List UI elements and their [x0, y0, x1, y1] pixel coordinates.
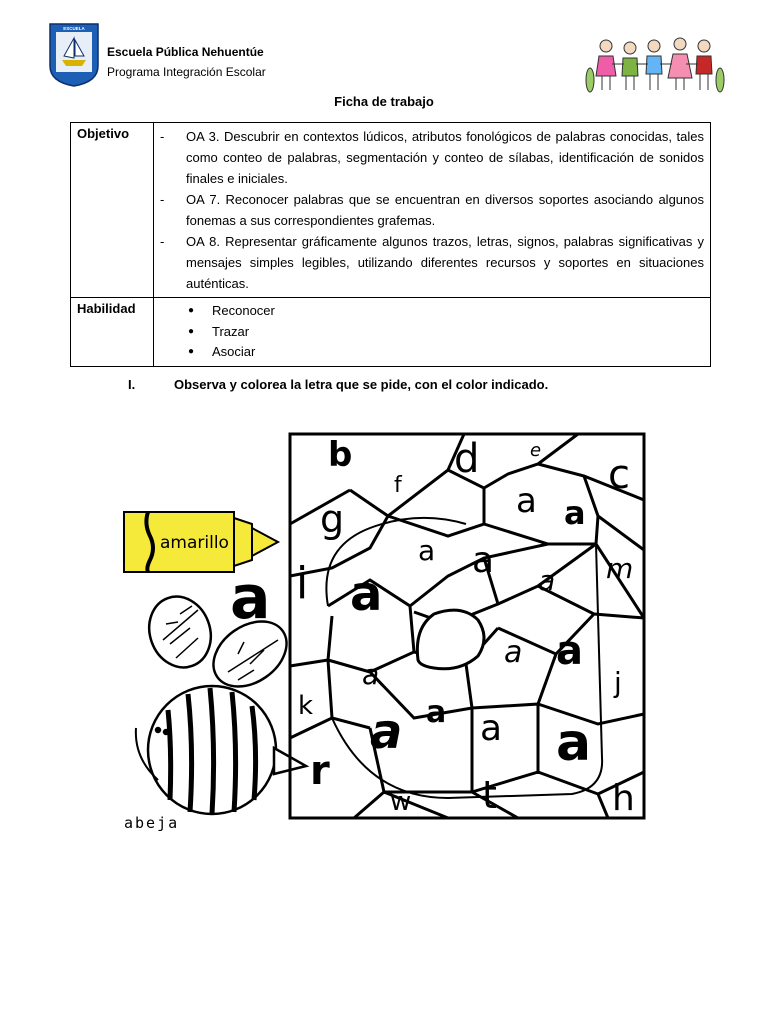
- letter-a: a: [564, 494, 586, 532]
- bee-icon: [136, 588, 306, 814]
- svg-text:ESCUELA: ESCUELA: [63, 26, 85, 31]
- list-item: [160, 342, 704, 363]
- bullet-icon: ●: [188, 346, 195, 357]
- letter-h: h: [612, 778, 635, 819]
- letter-k: k: [298, 691, 314, 721]
- objectives-table: [70, 122, 711, 367]
- letter-a: a: [556, 628, 583, 674]
- letter-a: a: [350, 566, 383, 622]
- objective-text: OA 3. Descubrir en contextos lúdicos, atributos fonológicos de palabras conocidas, tales como conteo de palabras, segmentación y conteo de sílabas, identificación de sonidos finales e iniciales.: [186, 129, 704, 186]
- letter-c: c: [608, 452, 630, 498]
- objective-row: [71, 123, 711, 298]
- instruction-text: Observa y colorea la letra que se pide, con el color indicado.: [174, 377, 549, 392]
- objective-label: Objetivo: [71, 123, 154, 298]
- letter-a: a: [472, 540, 495, 581]
- coloring-worksheet: [118, 428, 650, 834]
- letter-a: a: [480, 708, 503, 749]
- bullet-icon: ●: [188, 305, 195, 316]
- skill-row: [71, 298, 711, 367]
- list-dash: -: [160, 129, 165, 144]
- list-item: [160, 301, 704, 322]
- school-logo: [48, 22, 100, 88]
- letter-f: f: [394, 473, 402, 498]
- list-dash: -: [160, 234, 165, 249]
- letter-a: a: [362, 658, 380, 691]
- skill-text: Reconocer: [212, 303, 275, 318]
- objective-text: OA 7. Reconocer palabras que se encuentran en diversos soportes asociando algunos fonemas a sus correspondientes grafemas.: [186, 192, 704, 228]
- objective-item: [160, 231, 704, 294]
- skill-list: [154, 298, 711, 367]
- page-title: Ficha de trabajo: [334, 94, 434, 109]
- skill-text: Trazar: [212, 323, 250, 339]
- letter-a: a: [538, 564, 556, 597]
- letter-d: d: [454, 436, 480, 482]
- objective-item: [160, 126, 704, 189]
- letter-m: m: [606, 552, 634, 585]
- list-dash: -: [160, 192, 165, 207]
- letter-i: i: [296, 558, 309, 609]
- letter-a: a: [504, 635, 523, 670]
- letter-b: b: [328, 435, 353, 475]
- letter-e: e: [530, 440, 542, 461]
- objective-list: [154, 123, 711, 298]
- letter-r: r: [310, 748, 330, 794]
- letter-a: a: [556, 713, 592, 773]
- letter-a: a: [426, 695, 447, 730]
- letter-t: t: [482, 773, 497, 817]
- skill-label: Habilidad: [71, 298, 154, 367]
- bullet-icon: ●: [188, 325, 195, 337]
- objective-item: [160, 189, 704, 231]
- target-letter: a: [230, 563, 271, 633]
- letter-a: a: [516, 481, 537, 521]
- letter-w: w: [390, 787, 412, 817]
- letter-a: a: [370, 704, 403, 760]
- children-illustration: [582, 34, 728, 96]
- school-name: Escuela Pública Nehuentúe: [107, 45, 264, 59]
- program-name: Programa Integración Escolar: [107, 65, 266, 79]
- instruction-number: I.: [128, 377, 136, 392]
- skill-text: Asociar: [212, 344, 256, 359]
- bee-label: abeja: [124, 814, 180, 832]
- letter-j: j: [614, 666, 622, 699]
- instruction: [128, 377, 548, 392]
- letter-g: g: [320, 497, 345, 541]
- crayon-label: amarillo: [160, 533, 229, 553]
- objective-text: OA 8. Representar gráficamente algunos trazos, letras, signos, palabras significativas y mensajes simples legibles, utilizando diferentes recursos y soportes en situaciones auténticas.: [186, 234, 704, 291]
- header: [0, 0, 768, 100]
- list-item: [160, 322, 704, 343]
- letter-a: a: [418, 534, 436, 567]
